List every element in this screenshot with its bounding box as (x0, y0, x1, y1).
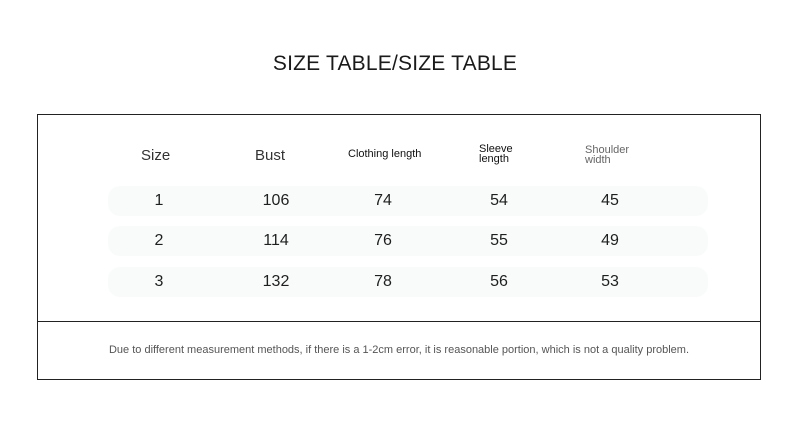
cell-bust: 132 (262, 273, 290, 290)
cell-sleeve-length: 54 (490, 192, 508, 209)
page-title: SIZE TABLE/SIZE TABLE (272, 52, 518, 75)
cell-sleeve-length: 55 (490, 232, 508, 249)
size-table (37, 114, 761, 380)
header-sleeve-line1: Sleeve (479, 143, 513, 155)
header-clothing-length: Clothing length (348, 148, 422, 160)
measurement-note: Due to different measurement methods, if there is a 1-2cm error, it is reasonable portion, which is not a quality problem. (108, 344, 690, 356)
header-bust: Bust (255, 147, 286, 164)
cell-sleeve-length: 56 (490, 273, 508, 290)
header-sleeve-line2: length (479, 153, 509, 165)
cell-shoulder-width: 49 (601, 232, 619, 249)
header-shoulder-width (585, 145, 629, 165)
header-sleeve-length (479, 144, 513, 164)
cell-size: 3 (154, 273, 164, 290)
cell-shoulder-width: 53 (601, 273, 619, 290)
cell-clothing-length: 78 (374, 273, 392, 290)
cell-bust: 114 (263, 232, 289, 249)
header-shoulder-line2: width (585, 154, 611, 166)
cell-clothing-length: 76 (374, 232, 392, 249)
cell-size: 1 (154, 192, 164, 209)
header-shoulder-line1: Shoulder (585, 144, 630, 156)
table-divider (38, 321, 760, 322)
cell-size: 2 (154, 232, 164, 249)
cell-shoulder-width: 45 (601, 192, 619, 209)
cell-bust: 106 (262, 192, 290, 209)
header-size: Size (141, 147, 171, 164)
cell-clothing-length: 74 (374, 192, 392, 209)
